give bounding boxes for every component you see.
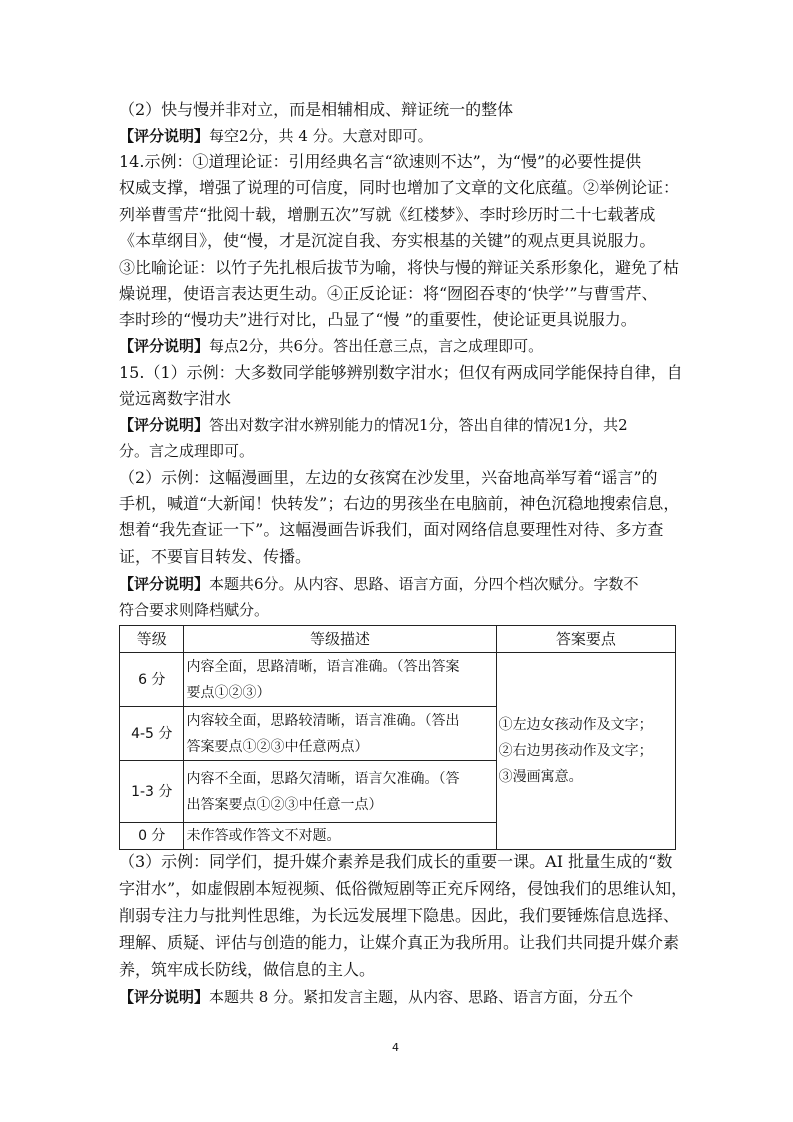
scoring-note-cont: 符合要求则降档赋分。	[119, 601, 270, 619]
answer-14-line: 《本草纲目》，使“慢，才是沉淀自我、夯实根基的关键”的观点更具说服力。	[119, 231, 656, 250]
answer-13-2: （2）快与慢并非对立，而是相辅相成、辩证统一的整体	[119, 100, 514, 119]
key-points-cell	[496, 653, 675, 850]
grading-table	[119, 625, 676, 850]
answer-14-line: 李时珍的“慢功夫”进行对比，凸显了“慢 ”的重要性，使论证更具说服力。	[119, 310, 637, 329]
answer-14-line: 列举曹雪芹“批阅十载，增删五次”写就《红楼梦》、李时珍历时二十七载著成	[119, 205, 656, 224]
scoring-note-cont: 分。言之成理即可。	[119, 442, 255, 460]
scoring-note: 【评分说明】答出对数字泔水辨别能力的情况1分，答出自律的情况1分，共2	[119, 416, 628, 434]
answer-15-3-line: 字泔水”，如虚假剧本短视频、低俗微短剧等正充斥网络，侵蚀我们的思维认知，	[119, 879, 688, 898]
description-cell: 内容较全面，思路较清晰，语言准确。（答出 答案要点①②③中任意两点）	[184, 707, 496, 761]
grade-cell: 0 分	[120, 823, 184, 850]
table-header-row	[120, 626, 676, 653]
grade-cell: 4-5 分	[120, 707, 184, 761]
grade-cell: 6 分	[120, 653, 184, 707]
header-grade: 等级	[120, 626, 184, 653]
scoring-note: 【评分说明】本题共6分。从内容、思路、语言方面，分四个档次赋分。字数不	[119, 575, 639, 593]
answer-14-line: 权威支撑，增强了说理的可信度，同时也增加了文章的文化底蕴。②举例论证：	[119, 178, 680, 197]
answer-14-line: 14.示例：①道理论证：引用经典名言“欲速则不达”，为“慢”的必要性提供	[119, 152, 642, 171]
key-point: ①左边女孩动作及文字；	[498, 717, 653, 733]
answer-15-3-line: 理解、质疑、评估与创造的能力，让媒介真正为我所用。让我们共同提升媒介素	[119, 933, 680, 952]
answer-15-2-line: （2）示例：这幅漫画里，左边的女孩窝在沙发里，兴奋地高举写着“谣言”的	[119, 468, 658, 487]
scoring-note: 【评分说明】每空2分，共 4 分。大意对即可。	[119, 127, 433, 145]
answer-15-1-line: 觉远离数字泔水	[119, 389, 232, 408]
answer-15-2-line: 手机，喊道“大新闻！快转发”；右边的男孩坐在电脑前，神色沉稳地搜索信息，	[119, 494, 680, 513]
answer-15-3-line: （3）示例：同学们，提升媒介素养是我们成长的重要一课。AI 批量生成的“数	[119, 852, 673, 871]
grade-cell: 1-3 分	[120, 761, 184, 823]
answer-14-line: ③比喻论证：以竹子先扎根后拔节为喻，将快与慢的辩证关系形象化，避免了枯	[119, 258, 680, 277]
description-cell: 内容全面，思路清晰，语言准确。（答出答案 要点①②③）	[184, 653, 496, 707]
description-cell: 未作答或作答文不对题。	[184, 823, 496, 850]
answer-14-line: 燥说理，使语言表达更生动。④正反论证：将“囫囵吞枣的‘快学’”与曹雪芹、	[119, 284, 658, 303]
table-row	[120, 653, 676, 707]
scoring-note: 【评分说明】本题共 8 分。紧扣发言主题，从内容、思路、语言方面，分五个	[119, 988, 634, 1006]
scoring-note: 【评分说明】每点2分，共6分。答出任意三点，言之成理即可。	[119, 337, 544, 355]
header-description: 等级描述	[184, 626, 496, 653]
answer-15-1-line: 15.（1）示例：大多数同学能够辨别数字泔水；但仅有两成同学能保持自律，自	[119, 363, 683, 382]
answer-15-2-line: 证，不要盲目转发、传播。	[119, 547, 312, 566]
answer-15-3-line: 削弱专注力与批判性思维，为长远发展埋下隐患。因此，我们要锤炼信息选择、	[119, 906, 680, 925]
key-point: ②右边男孩动作及文字；	[498, 743, 653, 759]
key-point: ③漫画寓意。	[498, 769, 583, 785]
answer-15-2-line: 想着“我先查证一下”。这幅漫画告诉我们，面对网络信息要理性对待、多方查	[119, 520, 664, 539]
page-number: 4	[392, 1041, 399, 1054]
header-key-points: 答案要点	[496, 626, 675, 653]
description-cell: 内容不全面，思路欠清晰，语言欠准确。（答 出答案要点①②③中任意一点）	[184, 761, 496, 823]
answer-15-3-line: 养，筑牢成长防线，做信息的主人。	[119, 960, 376, 979]
